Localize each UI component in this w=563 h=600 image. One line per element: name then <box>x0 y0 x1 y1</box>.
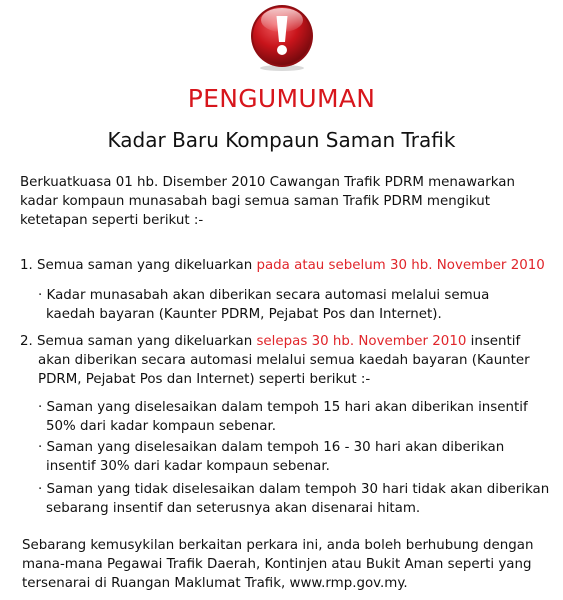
list-item-2-highlight: selepas 30 hb. November 2010 <box>256 334 467 349</box>
bullet-marker: · <box>38 440 43 455</box>
list-item-2-bullet-1 <box>38 398 553 436</box>
bullet-text: Saman yang tidak diselesaikan dalam tempoh 30 hari tidak akan diberikan sebarang insentif dan seterusnya akan disenarai hitam. <box>46 482 550 516</box>
list-item-2-bullet-2 <box>38 438 553 476</box>
list-item-2-text: Semua saman yang dikeluarkan <box>37 334 257 349</box>
bullet-text: Saman yang diselesaikan dalam tempoh 15 hari akan diberikan insentif 50% dari kadar kompaun sebenar. <box>46 400 528 434</box>
list-item-1-highlight: pada atau sebelum 30 hb. November 2010 <box>256 258 545 273</box>
announcement-heading: PENGUMUMAN <box>187 84 376 113</box>
list-item-2-bullet-3 <box>38 480 553 518</box>
bullet-marker: · <box>38 288 43 303</box>
list-item-2-text-after: insentif akan diberikan secara automasi melalui semua kaedah bayaran (Kaunter PDRM, Pejabat Pos dan Internet) seperti berikut :- <box>38 334 530 387</box>
footer-paragraph: Sebarang kemusykilan berkaitan perkara ini, anda boleh berhubung dengan mana-mana Pegawai Trafik Daerah, Kontinjen atau Bukit Aman seperti yang tersenarai di Ruangan Maklumat Trafik, www.rmp.gov.my. <box>22 538 534 591</box>
exclamation-alert-icon <box>247 2 317 72</box>
list-item-1 <box>20 256 550 275</box>
bullet-text: Kadar munasabah akan diberikan secara automasi melalui semua kaedah bayaran (Kaunter PDRM, Pejabat Pos dan Internet). <box>46 288 490 322</box>
list-item-2 <box>20 332 550 389</box>
list-item-1-text: Semua saman yang dikeluarkan <box>37 258 257 273</box>
list-item-1-number: 1. <box>20 258 33 273</box>
bullet-text: Saman yang diselesaikan dalam tempoh 16 - 30 hari akan diberikan insentif 30% dari kadar kompaun sebenar. <box>46 440 505 474</box>
bullet-marker: · <box>38 482 43 497</box>
bullet-marker: · <box>38 400 43 415</box>
list-item-2-number: 2. <box>20 334 33 349</box>
intro-paragraph: Berkuatkuasa 01 hb. Disember 2010 Cawangan Trafik PDRM menawarkan kadar kompaun munasabah bagi semua saman Trafik PDRM mengikut ketetapan seperti berikut :- <box>20 175 515 228</box>
list-item-1-bullet-1 <box>38 286 538 324</box>
announcement-subheading: Kadar Baru Kompaun Saman Trafik <box>107 128 456 152</box>
